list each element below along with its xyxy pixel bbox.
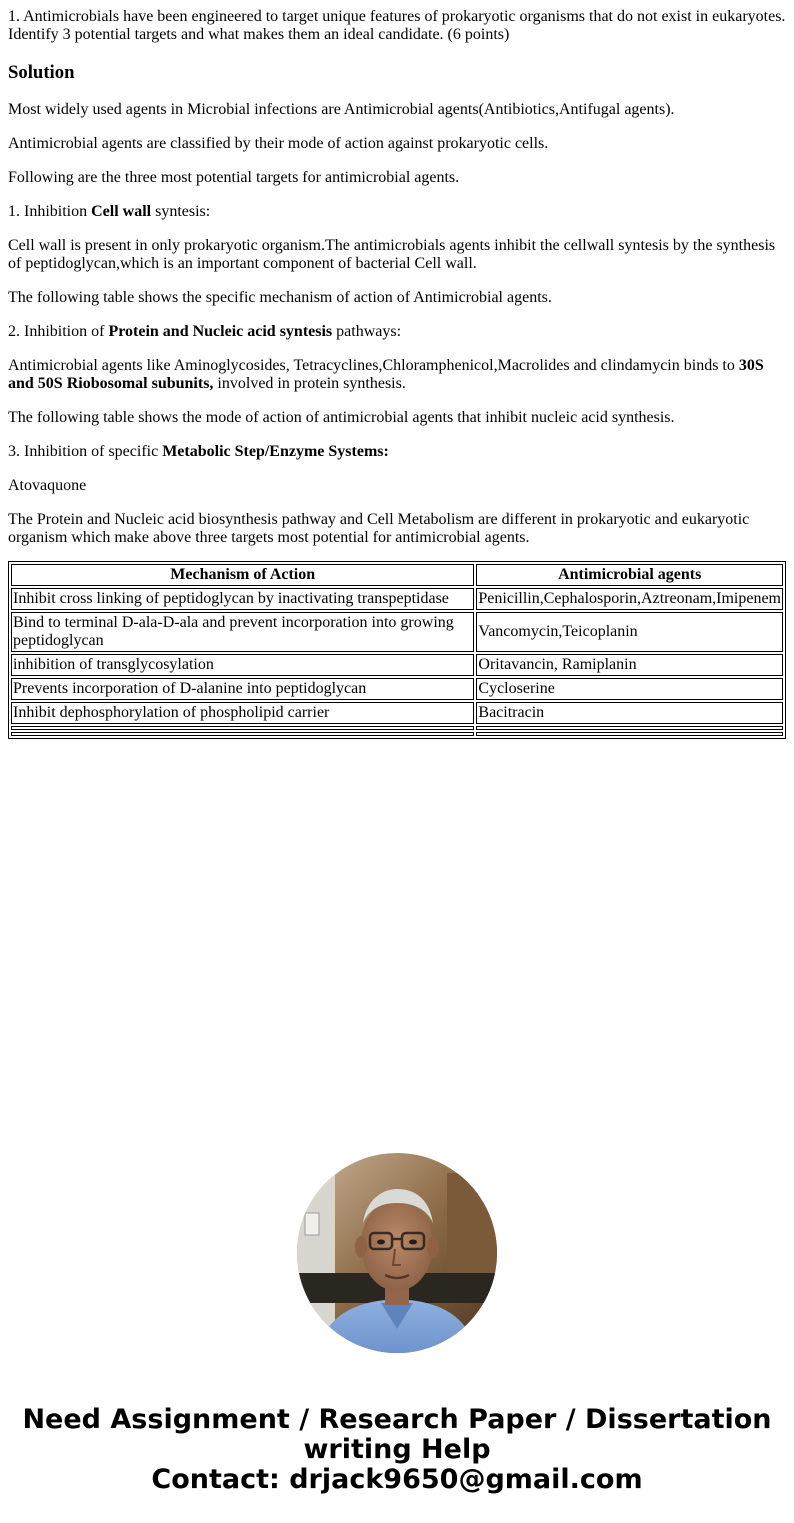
author-portrait-image xyxy=(297,1153,497,1353)
target-1-suffix: syntesis: xyxy=(151,203,211,220)
question-text: 1. Antimicrobials have been engineered to target unique features of prokaryotic organisms that do not exist in eukaryotes. Identify 3 potential targets and what makes them an ideal candidate. (6 points) xyxy=(8,8,786,43)
target-3-prefix: 3. Inhibition of specific xyxy=(8,443,163,460)
table-empty-cell xyxy=(11,732,474,736)
document-body xyxy=(8,8,786,739)
header-mechanism: Mechanism of Action xyxy=(11,564,474,586)
table-cell-agents: Bacitracin xyxy=(476,702,783,724)
target-2-bold: Protein and Nucleic acid syntesis xyxy=(108,323,333,340)
target-1-prefix: 1. Inhibition xyxy=(8,203,92,220)
table-header-row xyxy=(11,564,783,586)
solution-heading: Solution xyxy=(8,62,75,83)
target-2-suffix: pathways: xyxy=(332,323,402,340)
table-cell-mechanism: inhibition of transglycosylation xyxy=(11,654,474,676)
table-row xyxy=(11,678,783,700)
target-1-heading xyxy=(8,203,786,221)
target-3-heading xyxy=(8,443,786,461)
intro-paragraph-2: Antimicrobial agents are classified by their mode of action against prokaryotic cells. xyxy=(8,135,549,152)
target-1-table-note: The following table shows the specific mechanism of action of Antimicrobial agents. xyxy=(8,289,552,306)
target-2-prefix: 2. Inhibition of xyxy=(8,323,109,340)
table-row xyxy=(11,654,783,676)
target-3-bold: Metabolic Step/Enzyme Systems: xyxy=(162,443,389,460)
mechanism-table xyxy=(8,561,786,739)
table-empty-cell xyxy=(476,726,783,730)
target-1-description: Cell wall is present in only prokaryotic organism.The antimicrobials agents inhibit the cellwall syntesis by the synthesis of peptidoglycan,which is an important component of bacterial Cell wall. xyxy=(8,237,776,272)
target-2-desc-prefix: Antimicrobial agents like Aminoglycosides, Tetracyclines,Chloramphenicol,Macrolides and clindamycin binds to xyxy=(8,357,739,374)
table-cell-agents: Vancomycin,Teicoplanin xyxy=(476,612,783,652)
conclusion-paragraph: The Protein and Nucleic acid biosynthesis pathway and Cell Metabolism are different in prokaryotic and eukaryotic organism which make above three targets most potential for antimicrobial agents. xyxy=(8,511,750,546)
target-1-bold: Cell wall xyxy=(91,203,152,220)
promo-banner xyxy=(0,1405,794,1495)
intro-paragraph-1: Most widely used agents in Microbial infections are Antimicrobial agents(Antibiotics,Antifugal agents). xyxy=(8,101,675,118)
target-3-example: Atovaquone xyxy=(8,477,87,494)
promo-line-1: Need Assignment / Research Paper / Dissertation xyxy=(22,1404,772,1435)
target-2-table-note: The following table shows the mode of action of antimicrobial agents that inhibit nucleic acid synthesis. xyxy=(8,409,675,426)
table-row xyxy=(11,702,783,724)
table-row xyxy=(11,588,783,610)
table-empty-cell xyxy=(11,726,474,730)
target-2-description xyxy=(8,357,786,393)
table-cell-agents: Oritavancin, Ramiplanin xyxy=(476,654,783,676)
table-empty-row xyxy=(11,726,783,730)
promo-contact: Contact: drjack9650@gmail.com xyxy=(151,1464,643,1495)
table-cell-mechanism: Inhibit cross linking of peptidoglycan by inactivating transpeptidase xyxy=(11,588,474,610)
table-cell-agents: Penicillin,Cephalosporin,Aztreonam,Imipenem xyxy=(476,588,783,610)
table-cell-agents: Cycloserine xyxy=(476,678,783,700)
table-cell-mechanism: Prevents incorporation of D-alanine into peptidoglycan xyxy=(11,678,474,700)
table-cell-mechanism: Inhibit dephosphorylation of phospholipid carrier xyxy=(11,702,474,724)
table-row xyxy=(11,612,783,652)
intro-paragraph-3: Following are the three most potential targets for antimicrobial agents. xyxy=(8,169,460,186)
header-agents: Antimicrobial agents xyxy=(476,564,783,586)
author-avatar xyxy=(297,1153,497,1353)
table-cell-mechanism: Bind to terminal D-ala-D-ala and prevent incorporation into growing peptidoglycan xyxy=(11,612,474,652)
target-2-desc-bold: 30S and 50S Riobosomal subunits, xyxy=(8,357,764,392)
target-2-desc-suffix: involved in protein synthesis. xyxy=(213,375,406,392)
target-2-heading xyxy=(8,323,786,341)
table-empty-cell xyxy=(476,732,783,736)
table-empty-row xyxy=(11,732,783,736)
promo-line-2: writing Help xyxy=(303,1434,491,1465)
